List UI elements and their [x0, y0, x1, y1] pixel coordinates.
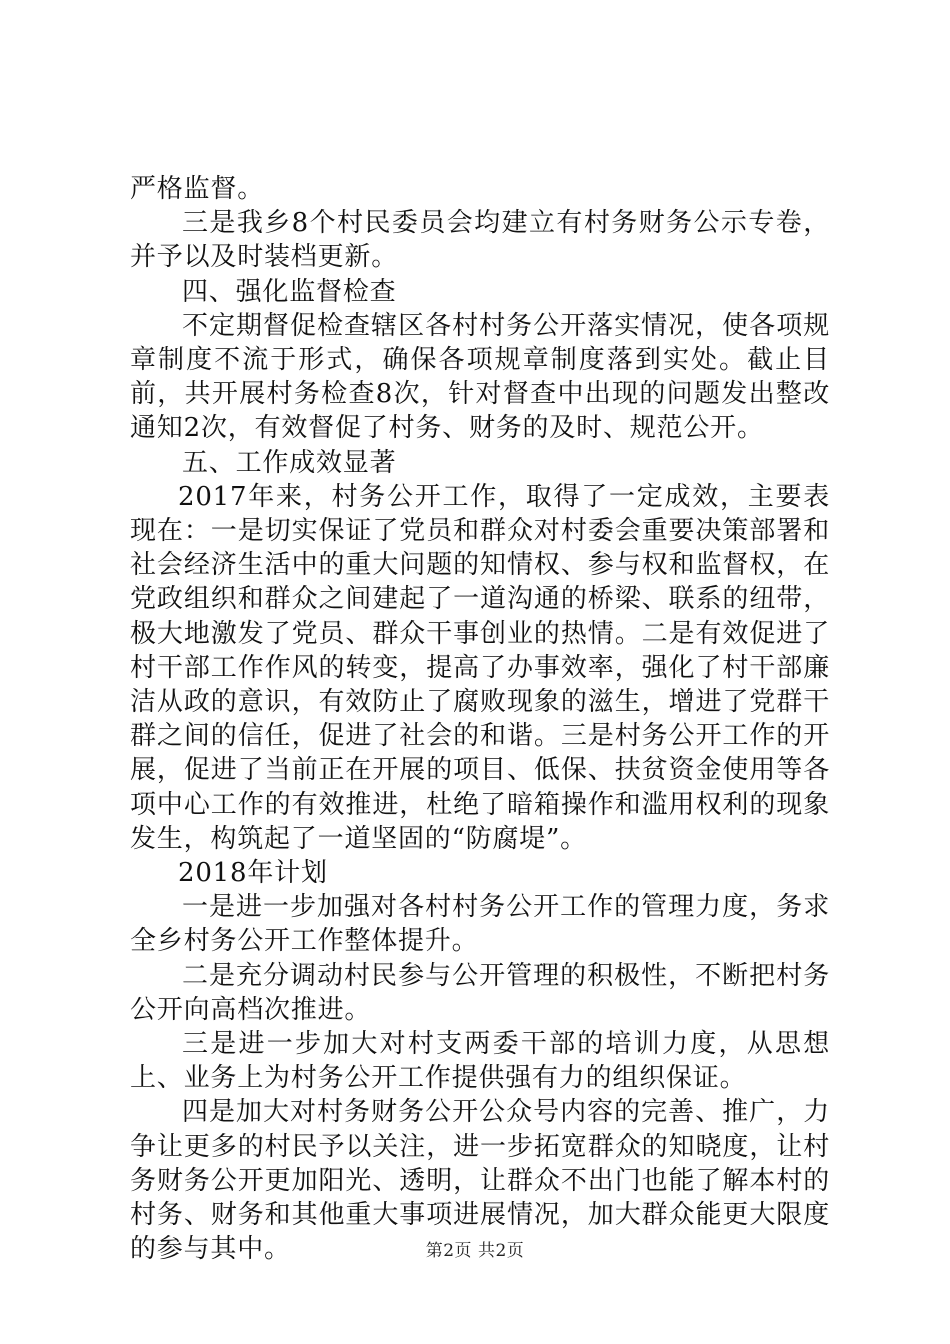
- page-number-footer: 第2页 共2页: [425, 1241, 525, 1261]
- paragraph: 二是充分调动村民参与公开管理的积极性，不断把村务公开向高档次推进。: [130, 960, 830, 1025]
- section-heading: 2018年计划: [178, 858, 328, 889]
- paragraph: 三是我乡8个村民委员会均建立有村务财务公示专卷，并予以及时装档更新。: [130, 208, 830, 273]
- document-body: [130, 172, 830, 1267]
- paragraph: 2017年来，村务公开工作，取得了一定成效，主要表现在：一是切实保证了党员和群众对村委会重要决策部署和社会经济生活中的重大问题的知情权、参与权和监督权，在党政组织和群众之间建起了一道沟通的桥梁、联系的纽带，极大地激发了党员、群众干事创业的热情。二是有效促进了村干部工作作风的转变，提高了办事效率，强化了村干部廉洁从政的意识，有效防止了腐败现象的滋生，增进了党群干群之间的信任，促进了社会的和谐。三是村务公开工作的开展，促进了当前正在开展的项目、低保、扶贫资金使用等各项中心工作的有效推进，杜绝了暗箱操作和滥用权利的现象发生，构筑起了一道坚固的“防腐堤”。: [130, 481, 830, 854]
- paragraph: 不定期督促检查辖区各村村务公开落实情况，使各项规章制度不流于形式，确保各项规章制度落到实处。截止目前，共开展村务检查8次，针对督查中出现的问题发出整改通知2次，有效督促了村务、财务的及时、规范公开。: [130, 310, 830, 444]
- paragraph: 一是进一步加强对各村村务公开工作的管理力度，务求全乡村务公开工作整体提升。: [130, 892, 830, 957]
- section-heading: 四、强化监督检查: [182, 276, 397, 307]
- paragraph-continuation: 严格监督。: [130, 174, 265, 204]
- paragraph: 四是加大对村务财务公开公众号内容的完善、推广，力争让更多的村民予以关注，进一步拓宽群众的知晓度，让村务财务公开更加阳光、透明，让群众不出门也能了解本村的村务、财务和其他重大事项进展情况，加大群众能更大限度的参与其中。: [130, 1097, 830, 1265]
- section-heading: 五、工作成效显著: [182, 447, 397, 478]
- paragraph: 三是进一步加大对村支两委干部的培训力度，从思想上、业务上为村务公开工作提供强有力的组织保证。: [130, 1029, 830, 1094]
